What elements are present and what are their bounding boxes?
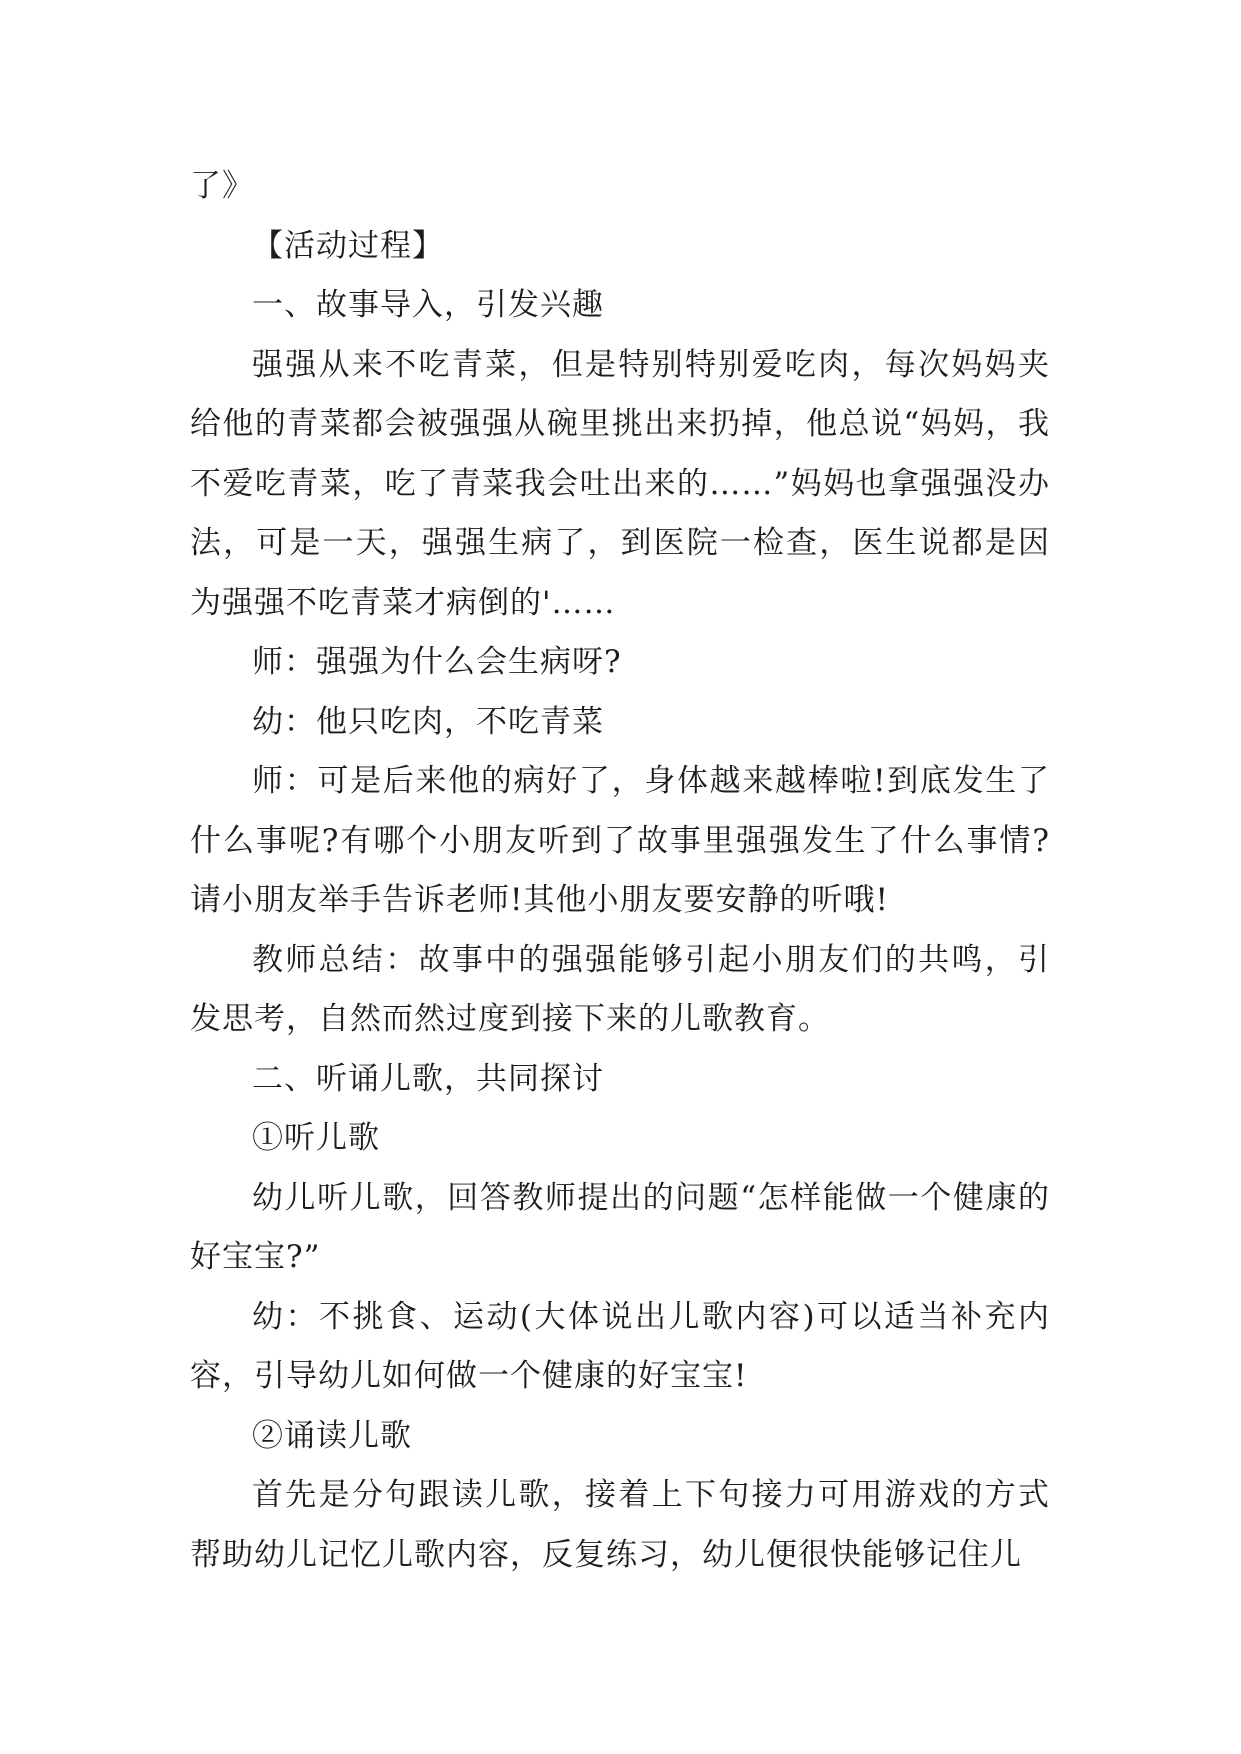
recite-method-paragraph: 首先是分句跟读儿歌，接着上下句接力可用游戏的方式帮助幼儿记忆儿歌内容，反复练习，幼儿便很快能够记住儿 (190, 1477, 1050, 1573)
step-recite-song: ②诵读儿歌 (252, 1417, 412, 1454)
listen-song-paragraph: 幼儿听儿歌，回答教师提出的问题“怎样能做一个健康的好宝宝?” (190, 1179, 1050, 1275)
story-paragraph: 强强从来不吃青菜，但是特别特别爱吃肉，每次妈妈夹给他的青菜都会被强强从碗里挑出来扔掉，他总说“妈妈，我不爱吃青菜，吃了青菜我会吐出来的……”妈妈也拿强强没办法，可是一天，强强生病了，到医院一检查，医生说都是因为强强不吃青菜才病倒的'…… (190, 346, 1050, 621)
document-body (190, 157, 1050, 1585)
subheading-listen-recite: 二、听诵儿歌，共同探讨 (252, 1060, 604, 1097)
teacher-summary: 教师总结：故事中的强强能够引起小朋友们的共鸣，引发思考，自然而然过度到接下来的儿歌教育。 (190, 941, 1050, 1037)
dialogue-child-answer: 幼：他只吃肉，不吃青菜 (252, 703, 604, 740)
section-heading-activity-process: 【活动过程】 (252, 227, 444, 264)
step-listen-song: ①听儿歌 (252, 1120, 380, 1156)
child-response-paragraph: 幼：不挑食、运动(大体说出儿歌内容)可以适当补充内容，引导幼儿如何做一个健康的好宝宝! (190, 1298, 1050, 1394)
subheading-story-intro: 一、故事导入，引发兴趣 (252, 287, 604, 323)
continued-title-fragment: 了》 (190, 168, 254, 204)
dialogue-teacher-followup: 师：可是后来他的病好了，身体越来越棒啦!到底发生了什么事呢?有哪个小朋友听到了故事里强强发生了什么事情?请小朋友举手告诉老师!其他小朋友要安静的听哦! (190, 763, 1050, 918)
dialogue-teacher-question: 师：强强为什么会生病呀? (252, 644, 622, 680)
